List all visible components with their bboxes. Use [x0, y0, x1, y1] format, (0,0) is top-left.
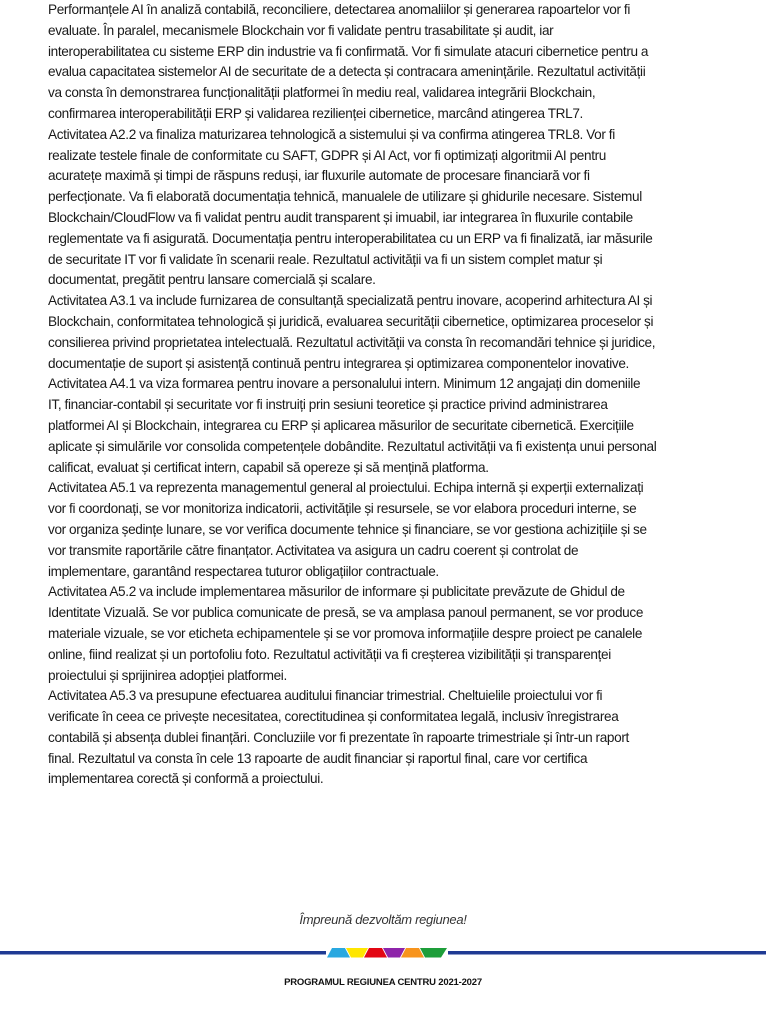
text-line: vor organiza ședințe lunare, se vor verifica documente tehnice și financiare, se vor gestiona achizițiile și se: [48, 521, 647, 537]
text-line: implementarea corectă și conformă a proiectului.: [48, 771, 324, 787]
text-line: evaluate. În paralel, mecanismele Blockchain vor fi validate pentru trasabilitate și audit, iar: [48, 22, 554, 38]
text-line: vor fi coordonați, se vor monitoriza indicatorii, activitățile și resursele, se vor elabora proceduri interne, se: [48, 501, 637, 517]
text-line: acuratețe maximă și timpi de răspuns reduși, iar fluxurile automate de procesare financiară vor fi: [48, 168, 590, 184]
footer-color-band: [0, 945, 766, 961]
text-line: confirmarea interoperabilității ERP și validarea rezilienței cibernetice, marcând atingerea TRL7.: [48, 105, 583, 121]
paragraph-a4-1: [48, 374, 738, 478]
text-line: evalua capacitatea sistemelor AI de securitate de a detecta și contracara amenințările. Rezultatul activității: [48, 64, 646, 80]
text-line: IT, financiar-contabil și securitate vor fi instruiți prin sesiuni teoretice și practice privind administrarea: [48, 397, 608, 413]
text-line: final. Rezultatul va consta în cele 13 rapoarte de audit financiar și raportul final, care vor certifica: [48, 750, 588, 766]
text-line: platformei AI și Blockchain, integrarea cu ERP și aplicarea măsurilor de securitate cibernetică. Exercițiile: [48, 417, 634, 433]
text-line: documentație de suport și asistență continuă pentru integrarea și optimizarea componentelor inovative.: [48, 355, 629, 371]
text-line: Activitatea A5.2 va include implementarea măsurilor de informare și publicitate prevăzute de Ghidul de: [48, 584, 625, 600]
text-line: Identitate Vizuală. Se vor publica comunicate de presă, se va amplasa panoul permanent, se vor produce: [48, 605, 644, 621]
text-line: contabilă și absența dublei finanțări. Concluziile vor fi prezentate în rapoarte trimestriale și într-un raport: [48, 729, 629, 745]
footer-program-title: PROGRAMUL REGIUNEA CENTRU 2021-2027: [284, 977, 482, 988]
band-segment-blue: [327, 948, 350, 958]
band-line-right: [448, 951, 766, 955]
paragraph-a5-3: [48, 686, 738, 790]
text-line: online, fiind realizat și un portofoliu foto. Rezultatul activității va fi creșterea vizibilității și transparenței: [48, 646, 611, 662]
text-line: Activitatea A5.1 va reprezenta managementul general al proiectului. Echipa internă și experții externalizați: [48, 480, 644, 496]
text-line: Activitatea A5.3 va presupune efectuarea auditului financiar trimestrial. Cheltuielile proiectului vor fi: [48, 688, 603, 704]
text-line: vor transmite raportările către finanțator. Activitatea va asigura un cadru coerent și controlat de: [48, 542, 579, 558]
text-line: Performanțele AI în analiză contabilă, reconciliere, detectarea anomaliilor și generarea rapoartelor vor fi: [48, 2, 631, 17]
band-line-left: [0, 951, 326, 955]
paragraph-a3-1: [48, 291, 738, 374]
paragraph-a5-2: [48, 582, 738, 686]
text-line: reglementate va fi asigurată. Documentația pentru interoperabilitatea cu un ERP va fi finalizată, iar măsurile: [48, 230, 653, 246]
text-line: verificate în ceea ce privește necesitatea, corectitudinea și conformitatea legală, inclusiv înregistrarea: [48, 709, 619, 725]
text-line: va consta în demonstrarea funcționalității platformei în mediu real, validarea integrării Blockchain,: [48, 85, 596, 101]
band-segment-red: [364, 948, 387, 958]
text-line: materiale vizuale, se vor eticheta echipamentele și se vor promova informațiile despre proiect pe canalele: [48, 625, 643, 641]
text-line: perfecționate. Va fi elaborată documentația tehnică, manualele de utilizare și ghidurile necesare. Sistemul: [48, 189, 642, 205]
text-line: aplicate și simulările vor consolida competențele dobândite. Rezultatul activității va fi existența unui personal: [48, 438, 657, 454]
text-line: Blockchain, conformitatea tehnologică și juridică, evaluarea securității cibernetice, optimizarea proceselor și: [48, 313, 654, 329]
document-body: [48, 0, 738, 790]
text-line: Activitatea A2.2 va finaliza maturizarea tehnologică a sistemului și va confirma atingerea TRL8. Vor fi: [48, 126, 615, 142]
text-line: implementare, garantând respectarea tuturor obligațiilor contractuale.: [48, 563, 439, 579]
band-segment-purple: [383, 948, 405, 958]
text-line: realizate testele finale de conformitate cu SAFT, GDPR și AI Act, vor fi optimizați algoritmii AI pentru: [48, 147, 607, 163]
text-line: interoperabilitatea cu sisteme ERP din industrie va fi confirmată. Vor fi simulate atacuri cibernetice pentru a: [48, 43, 649, 59]
text-line: documentat, pregătit pentru lansare comercială și scalare.: [48, 272, 376, 288]
band-segment-orange: [401, 948, 424, 958]
text-line: consilierea privind proprietatea intelectuală. Rezultatul activității va consta în recomandări tehnice și juridice,: [48, 334, 656, 350]
paragraph-a2-2: [48, 125, 738, 291]
text-line: Blockchain/CloudFlow va fi validat pentru audit transparent și imuabil, iar integrarea în fluxurile contabile: [48, 209, 633, 225]
text-line: de securitate IT vor fi validate în scenarii reale. Rezultatul activității va fi un sistem complet matur și: [48, 251, 603, 267]
text-line: calificat, evaluat și certificat intern, capabil să opereze și să mențină platforma.: [48, 459, 489, 475]
text-line: Activitatea A4.1 va viza formarea pentru inovare a personalului intern. Minimum 12 angajați din domeniile: [48, 376, 641, 392]
band-segment-yellow: [346, 948, 368, 958]
text-line: proiectului și sprijinirea adopției platformei.: [48, 667, 287, 683]
text-line: Activitatea A3.1 va include furnizarea de consultanță specializată pentru inovare, acoperind arhitectura AI și: [48, 293, 653, 309]
paragraph-a1-end: [48, 0, 738, 125]
paragraph-a5-1: [48, 478, 738, 582]
footer-slogan: Împreună dezvoltăm regiunea!: [299, 912, 467, 927]
band-segment-green: [420, 948, 447, 958]
